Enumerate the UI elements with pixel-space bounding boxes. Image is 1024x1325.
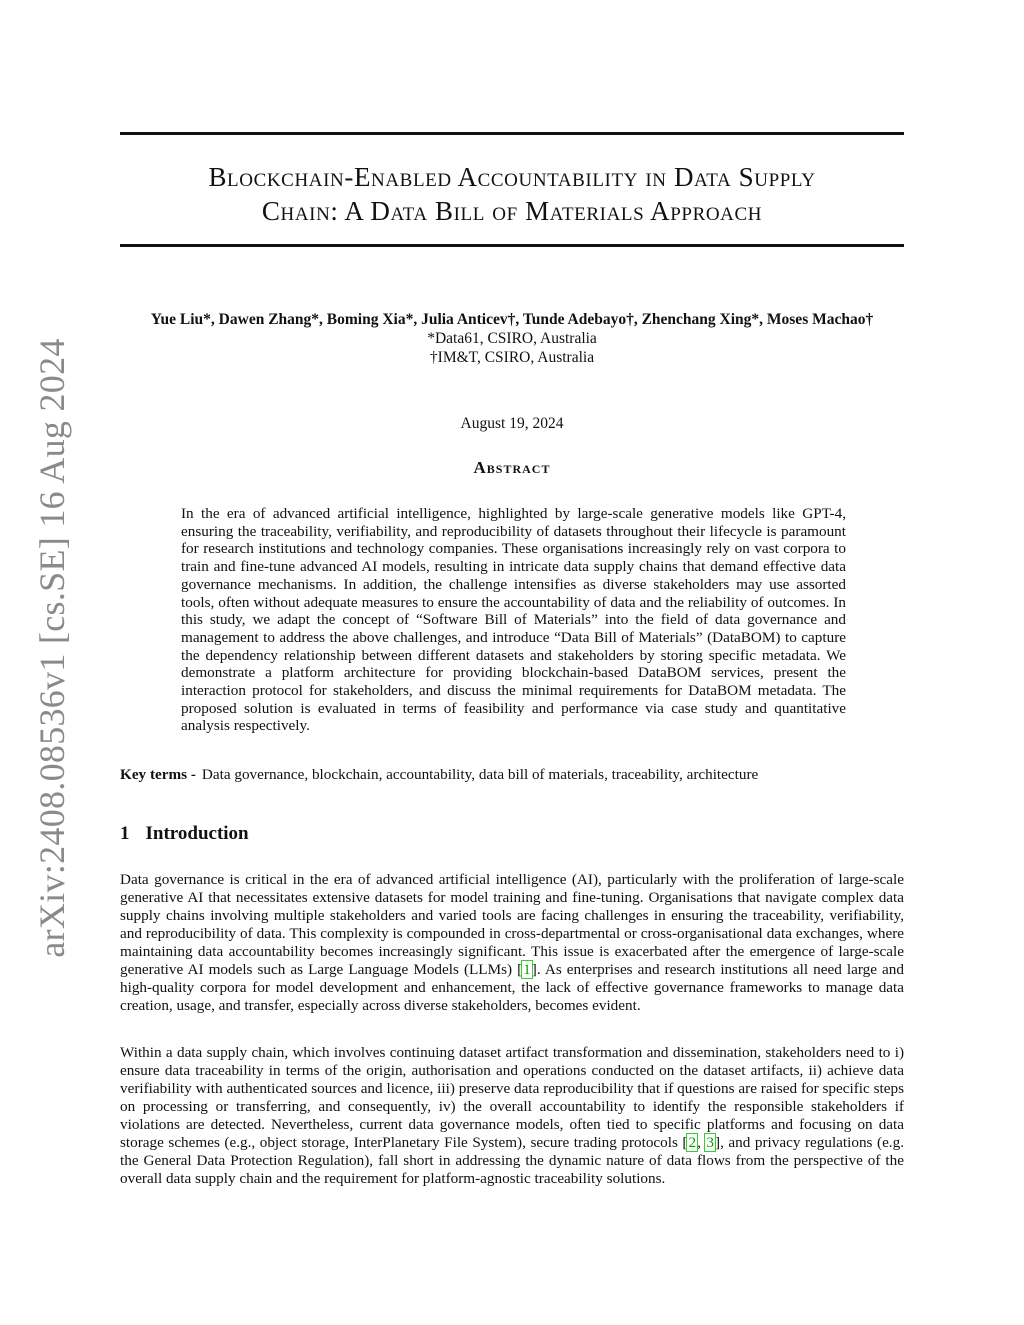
title-top-rule <box>120 132 904 135</box>
paper-title <box>120 160 904 228</box>
arxiv-identifier-stamp: arXiv:2408.08536v1 [cs.SE] 16 Aug 2024 <box>32 338 72 958</box>
key-terms-text: Data governance, blockchain, accountability, data bill of materials, traceability, architecture <box>201 766 759 783</box>
intro-paragraph-1 <box>120 871 904 1015</box>
citation-separator: , <box>697 1134 706 1151</box>
title-line-1: Blockchain-Enabled Accountability in Data Supply <box>208 162 816 192</box>
section-number: 1 <box>120 823 130 844</box>
paragraph-text: ]. As enterprises and research institutions all need large and high-quality corpora for model development and enhancement, the lack of effective governance frameworks to manage data creation, usage, and transfer, especially across diverse stakeholders, becomes evident. <box>120 961 904 1014</box>
publication-date: August 19, 2024 <box>460 415 564 432</box>
title-line-2: Chain: A Data Bill of Materials Approach <box>261 196 763 226</box>
abstract-heading: Abstract <box>473 458 551 477</box>
title-bottom-rule <box>120 244 904 247</box>
key-terms <box>120 766 904 784</box>
section-heading-introduction <box>120 823 249 845</box>
affiliation-imt: †IM&T, CSIRO, Australia <box>429 349 595 366</box>
abstract-text: In the era of advanced artificial intelligence, highlighted by large-scale generative models like GPT-4, ensuring the traceability, verifiability, and reproducibility of datasets throughout their lifecycle is paramount for research institutions and technology companies. These organisations increasingly rely on vast corpora to train and fine-tune advanced AI models, resulting in intricate data supply chains that demand effective data governance mechanisms. In addition, the challenge intensifies as diverse stakeholders may use assorted tools, often without adequate measures to ensure the accountability of data and the reliability of outcomes. In this study, we adapt the concept of “Software Bill of Materials” into the field of data governance and management to address the above challenges, and introduce “Data Bill of Materials” (DataBOM) to capture the dependency relationship between different datasets and stakeholders by storing specific metadata. We demonstrate a platform architecture for providing blockchain-based DataBOM services, present the interaction protocol for stakeholders, and discuss the minimal requirements for DataBOM metadata. The proposed solution is evaluated in terms of feasibility and performance via case study and quantitative analysis respectively. <box>181 505 846 735</box>
paragraph-text: Within a data supply chain, which involves continuing dataset artifact transformation and dissemination, stakeholders need to i) ensure data traceability in terms of the origin, authorisation and operations conducted on the dataset artifacts, ii) achieve data verifiability with authenticated sources and licence, iii) preserve data reproducibility that if questions are raised for specific steps on processing or transferring, and consequently, iv) the overall accountability to identify the responsible stakeholders if violations are detected. Nevertheless, current data governance models, often tied to specific platforms and focusing on data storage schemes (e.g., object storage, InterPlanetary File System), secure trading protocols [ <box>120 1044 904 1151</box>
section-title: Introduction <box>145 823 249 844</box>
intro-paragraph-2 <box>120 1044 904 1188</box>
affiliation-data61: *Data61, CSIRO, Australia <box>427 330 597 347</box>
citation-link-2[interactable]: 2 <box>688 1134 697 1151</box>
citation-link-3[interactable]: 3 <box>706 1134 715 1151</box>
key-terms-label: Key terms - <box>120 766 196 783</box>
author-list: Yue Liu*, Dawen Zhang*, Boming Xia*, Julia Anticev†, Tunde Adebayo†, Zhenchang Xing*, Moses Machao† <box>150 311 874 328</box>
paragraph-text: Data governance is critical in the era of advanced artificial intelligence (AI), particularly with the proliferation of large-scale generative AI that necessitates extensive datasets for model training and fine-tuning. Organisations that navigate complex data supply chains involving multiple stakeholders and varied tools are facing challenges in ensuring the traceability, verifiability, and reproducibility of data. This complexity is compounded in cross-departmental or cross-organisational data exchanges, where maintaining data accountability becomes increasingly significant. This issue is exacerbated after the emergence of large-scale generative AI models such as Large Language Models (LLMs) [ <box>120 871 904 978</box>
paragraph-text: ], and privacy regulations (e.g. the General Data Protection Regulation), fall short in addressing the dynamic nature of data flows from the perspective of the overall data supply chain and the requirement for platform-agnostic traceability solutions. <box>120 1134 904 1187</box>
citation-link-1[interactable]: 1 <box>523 961 531 978</box>
